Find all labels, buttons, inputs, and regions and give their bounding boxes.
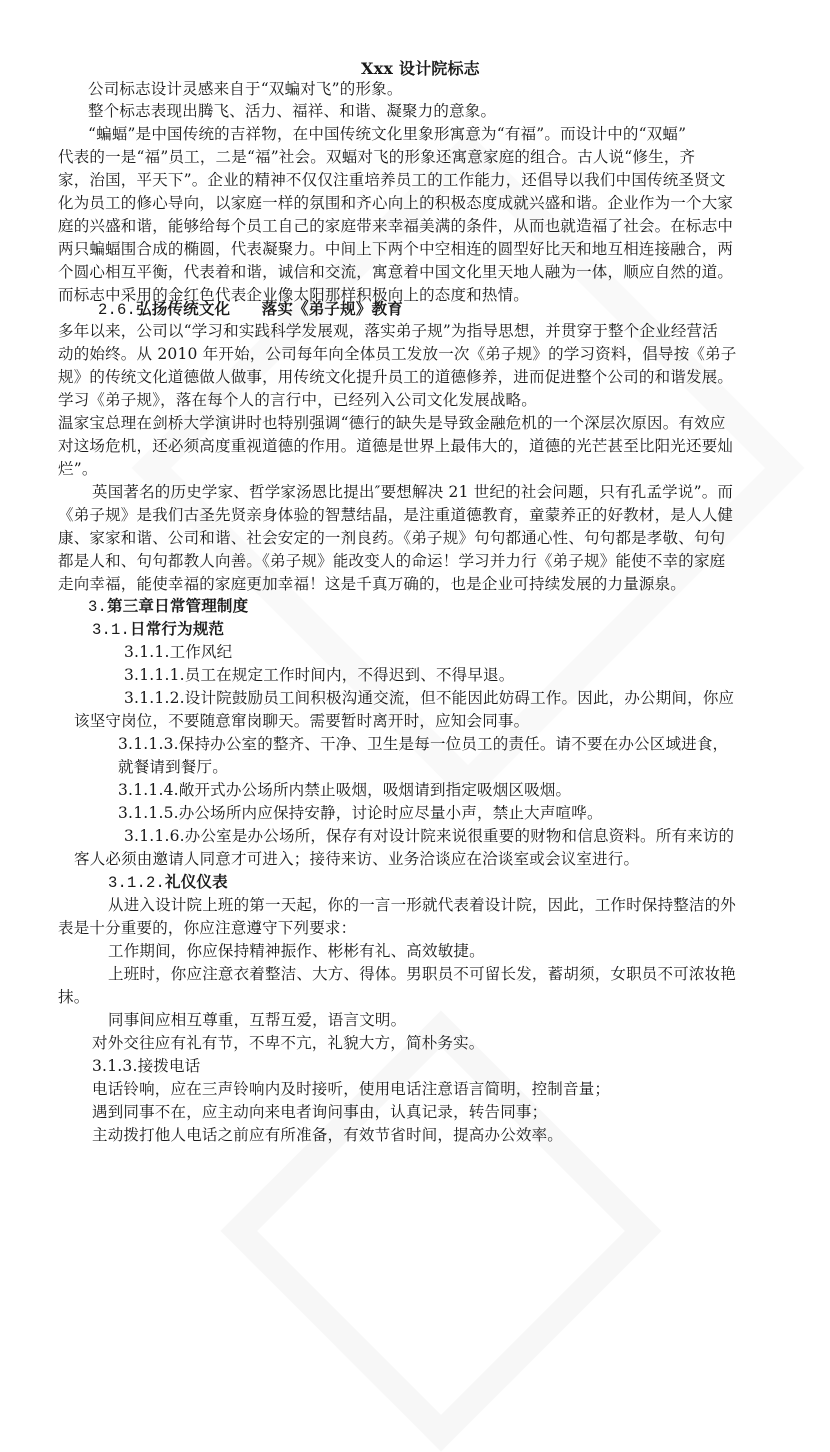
- rule-line: 客人必须由邀请人同意才可进入；接待来访、业务洽谈应在洽谈室或会议室进行。: [74, 850, 640, 868]
- paragraph-line: 家，治国，平天下”。企业的精神不仅仅注重培养员工的工作能力，还倡导以我们中国传统圣贤文: [58, 171, 726, 189]
- chapter-title: 第三章日常管理制度: [107, 596, 249, 615]
- subsection-heading-3-1-3: 3.1.3.接拨电话: [92, 1057, 201, 1075]
- paragraph-line: 多年以来，公司以“学习和实践科学发展观，落实弟子规”为指导思想，并贯穿于整个企业经营活: [58, 322, 718, 340]
- paragraph-line: 康、家家和谐、公司和谐、社会安定的一剂良药。《弟子规》句句都通心性、句句都是孝敬、句句: [58, 529, 726, 547]
- section-title: 日常行为规范: [130, 619, 225, 638]
- paragraph-line: 同事间应相互尊重，互帮互爱，语言文明。: [108, 1011, 407, 1029]
- subsection-heading-3-1-1: 3.1.1.工作风纪: [124, 643, 233, 661]
- paragraph-line: 烂”。: [58, 460, 98, 478]
- chapter-number: 3.: [88, 598, 108, 616]
- paragraph-line: 《弟子规》是我们古圣先贤亲身体验的智慧结晶，是注重道德教育，童蒙养正的好教材，是人人健: [58, 506, 734, 524]
- rule-line: 3.1.1.5.办公场所内应保持安静，讨论时应尽量小声，禁止大声喧哗。: [118, 804, 603, 822]
- paragraph-line: 工作期间，你应保持精神振作、彬彬有礼、高效敏捷。: [108, 942, 485, 960]
- paragraph-line: 走向幸福，能使幸福的家庭更加幸福！这是千真万确的，也是企业可持续发展的力量源泉。: [58, 575, 687, 593]
- paragraph-line: 化为员工的修心导向，以家庭一样的氛围和齐心向上的积极态度成就兴盛和谐。企业作为一个大家: [58, 194, 734, 212]
- paragraph-line: 动的始终。从 2010 年开始，公司每年向全体员工发放一次《弟子规》的学习资料，倡导按《弟子: [58, 345, 737, 363]
- paragraph-line: 遇到同事不在，应主动向来电者询问事由，认真记录，转告同事；: [92, 1103, 548, 1121]
- rule-line: 3.1.1.4.敞开式办公场所内禁止吸烟，吸烟请到指定吸烟区吸烟。: [118, 781, 572, 799]
- section-heading-2-6: [98, 299, 403, 320]
- rule-line: 3.1.1.3.保持办公室的整齐、干净、卫生是每一位员工的责任。请不要在办公区域进食，: [118, 735, 729, 753]
- paragraph-line: 对这场危机，还必须高度重视道德的作用。道德是世界上最伟大的，道德的光芒甚至比阳光还要灿: [58, 437, 734, 455]
- paragraph-line: 个圆心相互平衡，代表着和谐，诚信和交流，寓意着中国文化里天地人融为一体，顺应自然的道。: [58, 263, 734, 281]
- rule-line: 3.1.1.6.办公室是办公场所，保存有对设计院来说很重要的财物和信息资料。所有来访的: [124, 827, 735, 845]
- section-number: 3.1.: [92, 621, 131, 639]
- paragraph-line: 主动拨打他人电话之前应有所准备，有效节省时间，提高办公效率。: [92, 1126, 564, 1144]
- watermark-diamond-bottom: [220, 1010, 661, 1451]
- paragraph-line: 表是十分重要的，你应注意遵守下列要求：: [58, 919, 357, 937]
- document-title: Xxx 设计院标志: [361, 59, 480, 78]
- paragraph-line: 英国著名的历史学家、哲学家汤恩比提出″要想解决 21 世纪的社会问题，只有孔孟学说”。而: [92, 483, 734, 501]
- subsection-heading-3-1-2: [108, 872, 228, 893]
- paragraph-line: 都是人和、句句都教人向善。《弟子规》能改变人的命运！学习并力行《弟子规》能使不幸的家庭: [58, 552, 726, 570]
- section-heading-3-1: [92, 619, 224, 640]
- paragraph-line: 从进入设计院上班的第一天起，你的一言一形就代表着设计院，因此，工作时保持整洁的外: [108, 896, 737, 914]
- paragraph: 整个标志表现出腾飞、活力、福祥、和谐、凝聚力的意象。: [88, 102, 497, 120]
- chapter-heading-3: [88, 596, 248, 617]
- rule-line: 3.1.1.2.设计院鼓励员工间积极沟通交流，但不能因此妨碍工作。因此，办公期间，你应: [124, 689, 735, 707]
- rule-line: 3.1.1.1.员工在规定工作时间内，不得迟到、不得早退。: [124, 666, 515, 684]
- paragraph-line: 代表的一是“福”员工，二是“福”社会。双蝠对飞的形象还寓意家庭的组合。古人说“修生，齐: [58, 148, 696, 166]
- paragraph-line: 学习《弟子规》，落在每个人的言行中，已经列入公司文化发展战略。: [58, 391, 537, 409]
- paragraph-line: 温家宝总理在剑桥大学演讲时也特别强调“德行的缺失是导致金融危机的一个深层次原因。有效应: [58, 414, 726, 432]
- paragraph: 公司标志设计灵感来自于“双蝙对飞”的形象。: [88, 80, 403, 98]
- paragraph-line: 抹。: [58, 988, 90, 1006]
- paragraph-line: 规》的传统文化道德做人做事，用传统文化提升员工的道德修养，进而促进整个公司的和谐发展。: [58, 368, 734, 386]
- paragraph-line: 庭的兴盛和谐，能够给每个员工自己的家庭带来幸福美满的条件，从而也就造福了社会。在标志中: [58, 217, 734, 235]
- paragraph-line: 电话铃响，应在三声铃响内及时接听，使用电话注意语言简明，控制音量；: [92, 1080, 611, 1098]
- section-number: 2.6.: [98, 301, 137, 319]
- paragraph-line: 两只蝙蝠围合成的椭圆，代表凝聚力。中间上下两个中空相连的圆型好比天和地互相连接融合，两: [58, 240, 734, 258]
- section-title: 礼仪仪表: [165, 872, 228, 891]
- rule-line: 就餐请到餐厅。: [118, 758, 228, 776]
- section-title: 弘扬传统文化 落实《弟子规》教育: [136, 299, 403, 318]
- section-number: 3.1.2.: [108, 874, 166, 892]
- paragraph-line: 对外交往应有礼有节，不卑不亢，礼貌大方，简朴务实。: [92, 1034, 485, 1052]
- rule-line: 该坚守岗位，不要随意窜岗聊天。需要暂时离开时，应知会同事。: [74, 712, 530, 730]
- paragraph-line: 而标志中采用的金红色代表企业像太阳那样积极向上的态度和热情。: [58, 286, 530, 304]
- paragraph-line: 上班时，你应注意衣着整洁、大方、得体。男职员不可留长发，蓄胡须，女职员不可浓妆艳: [108, 965, 737, 983]
- paragraph-line: “蝙蝠”是中国传统的吉祥物，在中国传统文化里象形寓意为“有福”。而设计中的“双蝠”: [88, 125, 687, 143]
